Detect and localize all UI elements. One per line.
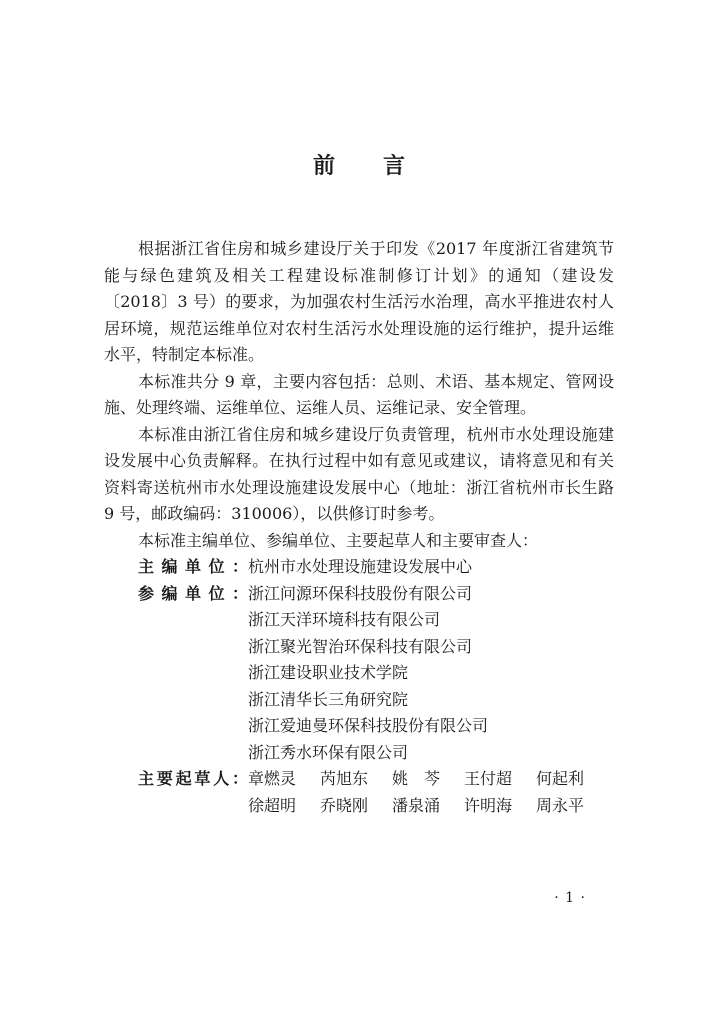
participating-unit: 浙江问源环保科技股份有限公司 (248, 583, 473, 603)
chief-unit-values (248, 554, 614, 581)
drafter-name: 徐超明 (248, 795, 297, 815)
drafters-label: 主要起草人： (138, 769, 248, 788)
drafter-name: 周永平 (536, 795, 585, 815)
participating-unit: 浙江天洋环境科技有限公司 (248, 610, 441, 629)
drafter-name: 芮旭东 (320, 769, 369, 788)
document-body (104, 236, 614, 819)
participating-unit: 浙江建设职业技术学院 (248, 663, 409, 682)
participating-unit: 浙江爱迪曼环保科技股份有限公司 (248, 716, 489, 735)
drafter-name: 何起利 (536, 769, 585, 788)
intro-paragraph-management: 本标准由浙江省住房和城乡建设厅负责管理，杭州市水处理设施建设发展中心负责解释。在执行过程中如有意见或建议，请将意见和有关资料寄送杭州市水处理设施建设发展中心（地址：浙江省杭州市长生路 9 号，邮政编码：310006），以供修订时参考。 (104, 424, 614, 523)
drafter-name: 许明海 (464, 795, 513, 815)
participating-unit: 浙江清华长三角研究院 (248, 689, 409, 709)
intro-paragraph-contents: 本标准共分 9 章，主要内容包括：总则、术语、基本规定、管网设施、处理终端、运维单位、运维人员、运维记录、安全管理。 (104, 371, 614, 417)
drafters-list (248, 766, 614, 819)
drafter-name: 姚 芩 (392, 769, 441, 788)
page-title: 前言 (312, 154, 453, 179)
participating-unit: 浙江聚光智治环保科技有限公司 (248, 636, 473, 656)
chief-unit-label: 主编单位： (138, 557, 248, 576)
intro-paragraph-basis: 根据浙江省住房和城乡建设厅关于印发《2017 年度浙江省建筑节能与绿色建筑及相关工程建设标准制修订计划》的通知（建设发〔2018〕3 号）的要求，为加强农村生活污水治理，高水平推进农村人居环境，规范运维单位对农村生活污水处理设施的运行维护，提升运维水平，特制定本标准。 (104, 239, 614, 364)
drafter-name: 潘泉涌 (392, 795, 441, 815)
participating-units-label: 参编单位： (138, 583, 248, 603)
drafters-line (248, 766, 614, 793)
document-page (104, 0, 614, 1024)
drafter-name: 乔晓刚 (320, 795, 369, 815)
drafter-name: 王付超 (464, 769, 513, 788)
participating-units-list (248, 581, 614, 767)
units-intro: 本标准主编单位、参编单位、主要起草人和主要审查人： (138, 530, 539, 550)
drafters-row (104, 766, 614, 819)
chief-unit-name: 杭州市水处理设施建设发展中心 (248, 557, 473, 576)
drafter-name: 章燃灵 (248, 769, 297, 788)
participating-units-row (104, 581, 614, 767)
page-number: · 1 · (554, 890, 586, 906)
chief-unit-row (104, 554, 614, 581)
participating-unit: 浙江秀水环保有限公司 (248, 742, 409, 762)
drafters-line (248, 793, 614, 820)
